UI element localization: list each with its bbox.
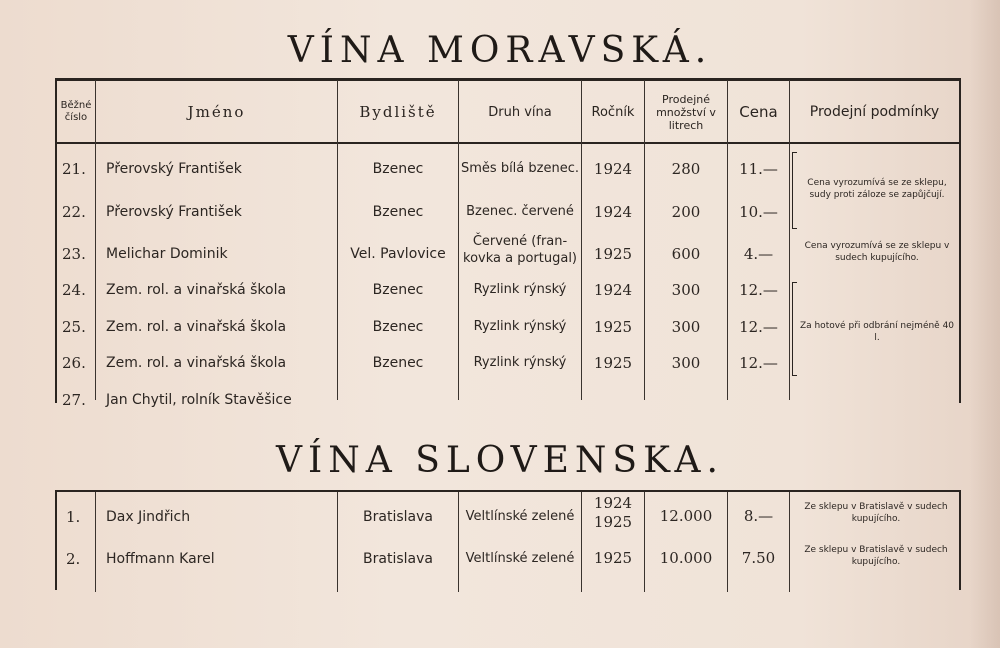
header-bottom-rule <box>55 142 961 144</box>
row-number: 21. <box>62 160 86 178</box>
table-right-border <box>959 78 961 403</box>
row-vintage: 1924 <box>593 160 633 178</box>
row-name: Zem. rol. a vinařská škola <box>106 355 287 371</box>
col-line <box>337 492 338 592</box>
row-price: 4.— <box>743 245 774 263</box>
row-quantity: 10.000 <box>659 549 713 567</box>
row-wine: Ryzlink rýnský <box>473 355 567 370</box>
row-wine: Ryzlink rýnský <box>473 319 567 334</box>
row-wine: Veltlínské zelené <box>465 509 575 524</box>
row-price: 12.— <box>739 318 778 336</box>
row-residence: Bzenec <box>372 282 424 298</box>
heading-moravian: VÍNA MORAVSKÁ. <box>287 30 713 71</box>
table-top-rule <box>55 78 961 81</box>
row-name: Zem. rol. a vinařská škola <box>106 282 287 298</box>
row-residence: Bratislava <box>363 509 433 525</box>
row-number: 25. <box>62 318 86 336</box>
row-price: 7.50 <box>741 549 776 567</box>
terms-text: Ze sklepu v Bratislavě v sudech kupujícího. <box>804 545 948 567</box>
col-header-quantity: Prodejné množství v litrech <box>656 92 716 132</box>
row-price: 10.— <box>739 203 778 221</box>
terms-bracket <box>792 152 797 229</box>
row-number: 26. <box>62 354 86 372</box>
row-vintage: 1925 <box>593 245 633 263</box>
col-line <box>458 492 459 592</box>
row-vintage: 1925 <box>593 549 633 567</box>
row-number: 27. <box>62 391 86 409</box>
row-name: Přerovský František <box>106 161 242 177</box>
row-quantity: 200 <box>671 203 701 221</box>
row-residence: Bzenec <box>372 161 424 177</box>
row-name: Jan Chytil, rolník Stavěšice <box>106 392 292 408</box>
col-header-terms: Prodejní podmínky <box>809 103 940 120</box>
row-wine: Červené (fran- kovka a portugal) <box>463 234 577 266</box>
row-quantity: 12.000 <box>659 507 713 525</box>
row-quantity: 600 <box>671 245 701 263</box>
terms-text: Za hotové při odbrání nejméně 40 l. <box>799 321 955 343</box>
row-name: Dax Jindřich <box>106 509 191 525</box>
col-header-vintage: Ročník <box>591 104 635 120</box>
col-header-price: Cena <box>739 102 778 121</box>
row-name: Zem. rol. a vinařská škola <box>106 319 287 335</box>
row-residence: Bratislava <box>363 551 433 567</box>
row-quantity: 300 <box>671 281 701 299</box>
row-vintage: 1924 <box>593 281 633 299</box>
row-residence: Vel. Pavlovice <box>350 246 446 262</box>
row-price: 12.— <box>739 281 778 299</box>
row-number: 2. <box>66 550 81 568</box>
slovak-left-border <box>55 490 57 590</box>
terms-text: Cena vyrozumívá se ze sklepu, sudy proti záloze se zapůjčují. <box>807 178 947 200</box>
terms-text: Cena vyrozumívá se ze sklepu v sudech kupujícího. <box>804 241 950 263</box>
col-line <box>789 492 790 592</box>
row-residence: Bzenec <box>372 319 424 335</box>
col-header-name: Jméno <box>187 102 246 121</box>
row-number: 24. <box>62 281 86 299</box>
row-name: Hoffmann Karel <box>106 551 215 567</box>
page-fold-shadow <box>970 0 1000 648</box>
row-vintage: 1924 <box>593 494 633 512</box>
row-name: Přerovský František <box>106 204 242 220</box>
row-quantity: 300 <box>671 354 701 372</box>
row-wine: Bzenec. červené <box>466 204 574 219</box>
row-residence: Bzenec <box>372 355 424 371</box>
col-line <box>95 492 96 592</box>
col-header-residence: Bydliště <box>359 102 437 121</box>
row-quantity: 300 <box>671 318 701 336</box>
row-price: 11.— <box>739 160 778 178</box>
row-name: Melichar Dominik <box>106 246 228 262</box>
col-header-wine-type: Druh vína <box>488 104 552 120</box>
row-vintage-second: 1925 <box>593 513 633 531</box>
row-number: 23. <box>62 245 86 263</box>
row-wine: Veltlínské zelené <box>465 551 575 566</box>
row-vintage: 1924 <box>593 203 633 221</box>
slovak-table-top-rule <box>55 490 961 492</box>
row-quantity: 280 <box>671 160 701 178</box>
row-wine: Směs bílá bzenec. <box>461 161 579 176</box>
slovak-right-border <box>959 490 961 590</box>
terms-bracket <box>792 282 797 376</box>
row-number: 22. <box>62 203 86 221</box>
row-wine: Ryzlink rýnský <box>473 282 567 297</box>
row-vintage: 1925 <box>593 318 633 336</box>
row-price: 12.— <box>739 354 778 372</box>
row-number: 1. <box>66 508 81 526</box>
row-vintage: 1925 <box>593 354 633 372</box>
row-residence: Bzenec <box>372 204 424 220</box>
row-price: 8.— <box>743 507 774 525</box>
terms-text: Ze sklepu v Bratislavě v sudech kupujícího. <box>804 502 948 524</box>
col-header-number: Běžné číslo <box>60 100 92 123</box>
heading-slovak: VÍNA SLOVENSKA. <box>276 440 724 481</box>
